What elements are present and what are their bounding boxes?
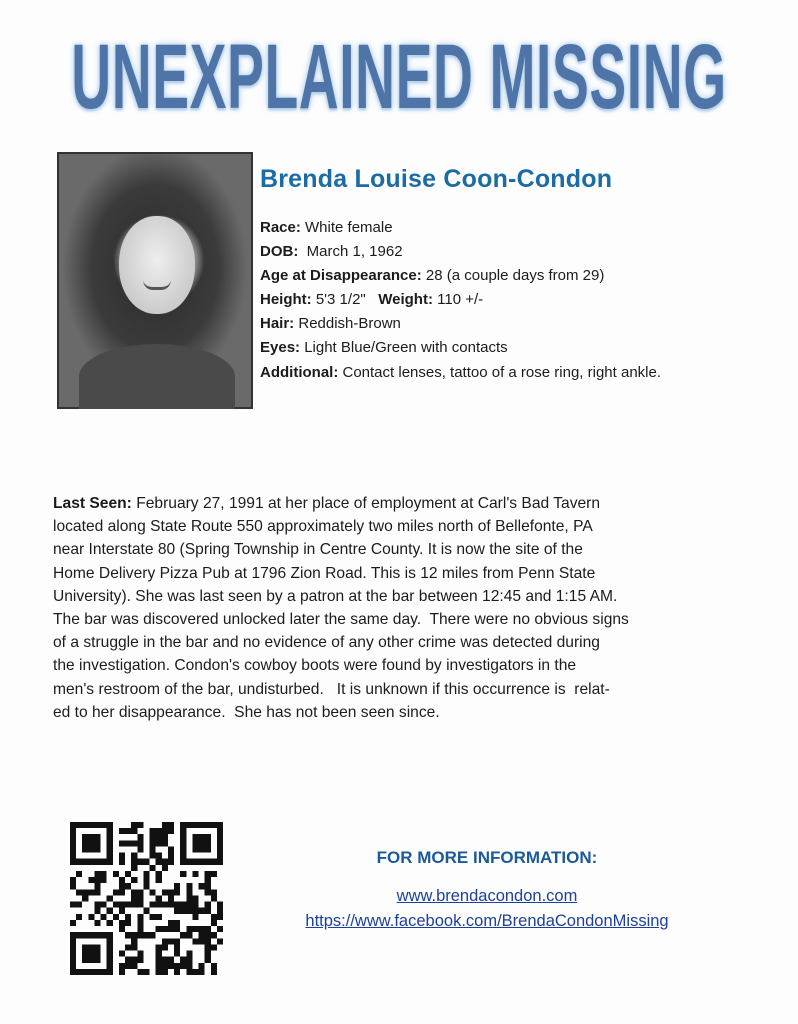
para-line: ed to her disappearance. She has not been seen since. bbox=[53, 703, 440, 721]
qr-module bbox=[168, 846, 174, 852]
qr-module bbox=[150, 932, 156, 938]
qr-module bbox=[156, 871, 162, 877]
qr-module bbox=[125, 944, 131, 950]
qr-module bbox=[205, 957, 211, 963]
qr-module bbox=[199, 938, 205, 944]
qr-module bbox=[192, 926, 198, 932]
facebook-link[interactable]: https://www.facebook.com/BrendaCondonMissing bbox=[305, 912, 669, 930]
qr-module bbox=[82, 834, 100, 852]
qr-module bbox=[199, 969, 205, 975]
qr-module bbox=[205, 932, 211, 938]
para-line: the investigation. Condon's cowboy boots were found by investigators in the bbox=[53, 657, 577, 675]
qr-module bbox=[186, 889, 192, 895]
qr-module bbox=[131, 902, 137, 908]
field-age: Age at Disappearance: 28 (a couple days from 29) bbox=[260, 267, 605, 285]
para-line: Home Delivery Pizza Pub at 1796 Zion Road. This is 12 miles from Penn State bbox=[53, 564, 596, 582]
para-line: located along State Route 550 approximately two miles north of Bellefonte, PA bbox=[53, 518, 593, 536]
qr-module bbox=[174, 926, 180, 932]
qr-module bbox=[119, 969, 125, 975]
qr-module bbox=[150, 834, 156, 840]
qr-module bbox=[137, 889, 143, 895]
qr-module bbox=[131, 957, 137, 963]
qr-module bbox=[137, 914, 143, 920]
qr-module bbox=[199, 908, 205, 914]
qr-module bbox=[186, 969, 192, 975]
qr-module bbox=[156, 840, 162, 846]
qr-module bbox=[113, 889, 119, 895]
qr-module bbox=[125, 871, 131, 877]
person-details bbox=[260, 216, 661, 385]
qr-module bbox=[82, 895, 88, 901]
qr-module bbox=[137, 957, 143, 963]
qr-module bbox=[101, 902, 107, 908]
qr-module bbox=[168, 822, 174, 828]
qr-module bbox=[162, 834, 168, 840]
qr-module bbox=[180, 963, 186, 969]
qr-module bbox=[119, 926, 125, 932]
qr-module bbox=[119, 877, 125, 883]
qr-module bbox=[150, 846, 156, 852]
qr-module bbox=[137, 969, 143, 975]
qr-module bbox=[76, 889, 82, 895]
qr-module bbox=[180, 932, 186, 938]
qr-module bbox=[119, 840, 125, 846]
qr-module bbox=[156, 951, 162, 957]
qr-module bbox=[168, 920, 174, 926]
qr-module bbox=[192, 938, 198, 944]
qr-module bbox=[192, 908, 198, 914]
qr-module bbox=[131, 877, 137, 883]
para-line: near Interstate 80 (Spring Township in Centre County. It is now the site of the bbox=[53, 541, 583, 559]
qr-module bbox=[137, 834, 143, 840]
qr-module bbox=[137, 926, 143, 932]
qr-module bbox=[211, 920, 217, 926]
qr-module bbox=[94, 871, 100, 877]
qr-module bbox=[143, 877, 149, 883]
qr-module bbox=[94, 920, 100, 926]
field-dob: DOB: March 1, 1962 bbox=[260, 243, 403, 261]
qr-module bbox=[156, 859, 162, 865]
qr-module bbox=[131, 840, 137, 846]
qr-module bbox=[186, 908, 192, 914]
qr-module bbox=[174, 889, 180, 895]
qr-module bbox=[205, 877, 211, 883]
qr-module bbox=[205, 908, 211, 914]
qr-module bbox=[162, 938, 168, 944]
qr-module bbox=[168, 902, 174, 908]
qr-module bbox=[205, 944, 211, 950]
qr-module bbox=[186, 951, 192, 957]
qr-module bbox=[211, 932, 217, 938]
qr-module bbox=[162, 944, 168, 950]
qr-module bbox=[199, 932, 205, 938]
qr-module bbox=[107, 895, 113, 901]
qr-module bbox=[125, 828, 131, 834]
qr-module bbox=[162, 859, 168, 865]
qr-module bbox=[211, 914, 217, 920]
qr-module bbox=[180, 957, 186, 963]
qr-module bbox=[119, 828, 125, 834]
qr-module bbox=[168, 963, 174, 969]
qr-module bbox=[199, 926, 205, 932]
qr-module bbox=[174, 908, 180, 914]
qr-module bbox=[211, 889, 217, 895]
qr-module bbox=[70, 902, 76, 908]
qr-module bbox=[168, 859, 174, 865]
qr-module bbox=[174, 883, 180, 889]
qr-module bbox=[150, 889, 156, 895]
qr-module bbox=[131, 853, 137, 859]
qr-module bbox=[143, 908, 149, 914]
qr-module bbox=[119, 853, 125, 859]
qr-module bbox=[168, 938, 174, 944]
qr-module bbox=[137, 902, 143, 908]
qr-module bbox=[131, 932, 137, 938]
qr-module bbox=[101, 871, 107, 877]
qr-module bbox=[88, 914, 94, 920]
qr-module bbox=[162, 828, 168, 834]
qr-module bbox=[119, 951, 125, 957]
qr-module bbox=[125, 840, 131, 846]
qr-module bbox=[143, 871, 149, 877]
qr-module bbox=[211, 895, 217, 901]
qr-module bbox=[205, 871, 211, 877]
qr-module bbox=[150, 828, 156, 834]
qr-module bbox=[156, 877, 162, 883]
qr-module bbox=[199, 883, 205, 889]
qr-module bbox=[88, 877, 94, 883]
website-link[interactable]: www.brendacondon.com bbox=[396, 887, 578, 905]
qr-module bbox=[168, 889, 174, 895]
qr-module bbox=[150, 865, 156, 871]
qr-module bbox=[137, 822, 143, 828]
qr-module bbox=[76, 871, 82, 877]
qr-module bbox=[143, 883, 149, 889]
qr-module bbox=[205, 889, 211, 895]
para-line: The bar was discovered unlocked later the same day. There were no obvious signs bbox=[53, 611, 629, 629]
qr-module bbox=[174, 902, 180, 908]
qr-module bbox=[186, 895, 192, 901]
qr-module bbox=[119, 908, 125, 914]
qr-module bbox=[101, 914, 107, 920]
para-line: Last Seen: February 27, 1991 at her place of employment at Carl's Bad Tavern bbox=[53, 495, 601, 512]
qr-module bbox=[150, 902, 156, 908]
qr-module bbox=[131, 859, 137, 865]
qr-module bbox=[131, 938, 137, 944]
qr-module bbox=[119, 889, 125, 895]
qr-module bbox=[180, 902, 186, 908]
qr-module bbox=[156, 963, 162, 969]
qr-module bbox=[70, 883, 76, 889]
para-line: men's restroom of the bar, undisturbed. It is unknown if this occurrence is relat- bbox=[53, 680, 610, 698]
qr-module bbox=[205, 926, 211, 932]
qr-module bbox=[70, 877, 76, 883]
qr-module bbox=[94, 877, 100, 883]
qr-module bbox=[205, 938, 211, 944]
field-eyes: Eyes: Light Blue/Green with contacts bbox=[260, 339, 508, 357]
qr-module bbox=[137, 932, 143, 938]
qr-module bbox=[162, 902, 168, 908]
last-seen-paragraph bbox=[53, 492, 629, 724]
qr-module bbox=[192, 902, 198, 908]
qr-module bbox=[192, 969, 198, 975]
qr-module bbox=[156, 944, 162, 950]
person-name: Brenda Louise Coon-Condon bbox=[260, 165, 613, 193]
qr-module bbox=[131, 963, 137, 969]
missing-person-photo bbox=[57, 152, 253, 409]
qr-module bbox=[156, 834, 162, 840]
qr-module bbox=[174, 951, 180, 957]
qr-module bbox=[125, 963, 131, 969]
qr-module bbox=[125, 902, 131, 908]
qr-module bbox=[156, 853, 162, 859]
qr-module bbox=[156, 895, 162, 901]
qr-module bbox=[174, 969, 180, 975]
qr-module bbox=[137, 859, 143, 865]
qr-module bbox=[150, 914, 156, 920]
qr-module bbox=[162, 822, 168, 828]
qr-module bbox=[205, 883, 211, 889]
qr-module bbox=[107, 908, 113, 914]
qr-module bbox=[162, 926, 168, 932]
qr-module bbox=[94, 883, 100, 889]
qr-module bbox=[119, 902, 125, 908]
qr-module bbox=[205, 902, 211, 908]
field-hair: Hair: Reddish-Brown bbox=[260, 315, 401, 333]
qr-module bbox=[211, 871, 217, 877]
qr-module bbox=[186, 926, 192, 932]
qr-module bbox=[88, 889, 94, 895]
qr-module bbox=[168, 926, 174, 932]
qr-module bbox=[156, 902, 162, 908]
qr-module bbox=[186, 963, 192, 969]
qr-module bbox=[119, 859, 125, 865]
qr-module bbox=[94, 908, 100, 914]
qr-module bbox=[131, 895, 137, 901]
qr-module bbox=[205, 951, 211, 957]
field-additional: Additional: Contact lenses, tattoo of a rose ring, right ankle. bbox=[260, 363, 662, 381]
qr-module bbox=[174, 920, 180, 926]
qr-module bbox=[131, 944, 137, 950]
poster-title: UNEXPLAINED MISSING bbox=[71, 26, 727, 128]
qr-module bbox=[168, 895, 174, 901]
qr-module bbox=[125, 883, 131, 889]
qr-module bbox=[125, 920, 131, 926]
qr-module bbox=[125, 957, 131, 963]
qr-module bbox=[180, 871, 186, 877]
para-line: of a struggle in the bar and no evidence of any other crime was detected during bbox=[53, 634, 600, 652]
qr-module bbox=[192, 834, 210, 852]
qr-module bbox=[168, 828, 174, 834]
qr-module bbox=[137, 846, 143, 852]
qr-module bbox=[162, 889, 168, 895]
qr-module bbox=[131, 865, 137, 871]
qr-module bbox=[186, 957, 192, 963]
qr-module bbox=[174, 938, 180, 944]
qr-module bbox=[107, 920, 113, 926]
qr-module bbox=[174, 944, 180, 950]
qr-module bbox=[217, 914, 223, 920]
qr-module bbox=[113, 902, 119, 908]
qr-module bbox=[162, 969, 168, 975]
qr-module bbox=[186, 883, 192, 889]
qr-module bbox=[192, 871, 198, 877]
qr-module bbox=[137, 920, 143, 926]
qr-module bbox=[101, 877, 107, 883]
qr-module bbox=[131, 889, 137, 895]
qr-module bbox=[186, 932, 192, 938]
field-height-weight: Height: 5'3 1/2" Weight: 110 +/- bbox=[260, 291, 484, 309]
qr-module bbox=[137, 840, 143, 846]
qr-module bbox=[150, 840, 156, 846]
qr-module bbox=[143, 969, 149, 975]
qr-module bbox=[94, 902, 100, 908]
qr-module bbox=[217, 902, 223, 908]
qr-module bbox=[125, 914, 131, 920]
qr-module bbox=[211, 969, 217, 975]
qr-module bbox=[162, 963, 168, 969]
qr-module bbox=[143, 859, 149, 865]
qr-module bbox=[156, 828, 162, 834]
qr-module bbox=[156, 969, 162, 975]
qr-module bbox=[94, 889, 100, 895]
qr-module bbox=[119, 920, 125, 926]
photo-face bbox=[119, 216, 195, 314]
qr-module bbox=[168, 853, 174, 859]
qr-module bbox=[217, 926, 223, 932]
qr-module bbox=[211, 944, 217, 950]
info-links bbox=[252, 886, 722, 932]
qr-module bbox=[119, 883, 125, 889]
qr-module bbox=[162, 865, 168, 871]
qr-module bbox=[113, 914, 119, 920]
qr-code[interactable] bbox=[70, 822, 223, 975]
qr-module bbox=[125, 932, 131, 938]
field-race: Race: White female bbox=[260, 219, 393, 236]
qr-module bbox=[113, 871, 119, 877]
qr-module bbox=[162, 957, 168, 963]
qr-module bbox=[82, 889, 88, 895]
qr-module bbox=[156, 926, 162, 932]
qr-module bbox=[156, 914, 162, 920]
qr-module bbox=[168, 957, 174, 963]
qr-module bbox=[192, 895, 198, 901]
qr-module bbox=[174, 963, 180, 969]
qr-module bbox=[119, 963, 125, 969]
qr-module bbox=[180, 908, 186, 914]
more-info-heading: FOR MORE INFORMATION: bbox=[376, 848, 598, 867]
qr-module bbox=[162, 840, 168, 846]
qr-module bbox=[217, 938, 223, 944]
qr-module bbox=[82, 944, 100, 962]
qr-module bbox=[76, 914, 82, 920]
photo-body bbox=[79, 344, 235, 409]
para-line: University). She was last seen by a patron at the bar between 12:45 and 1:15 AM. bbox=[53, 587, 618, 605]
qr-module bbox=[150, 853, 156, 859]
qr-module bbox=[137, 895, 143, 901]
qr-module bbox=[131, 822, 137, 828]
qr-module bbox=[131, 828, 137, 834]
qr-module bbox=[70, 920, 76, 926]
qr-module bbox=[199, 963, 205, 969]
qr-module bbox=[192, 914, 198, 920]
qr-module bbox=[143, 932, 149, 938]
qr-module bbox=[186, 902, 192, 908]
qr-module bbox=[76, 902, 82, 908]
qr-module bbox=[156, 957, 162, 963]
qr-module bbox=[211, 963, 217, 969]
qr-module bbox=[137, 951, 143, 957]
qr-module bbox=[217, 908, 223, 914]
